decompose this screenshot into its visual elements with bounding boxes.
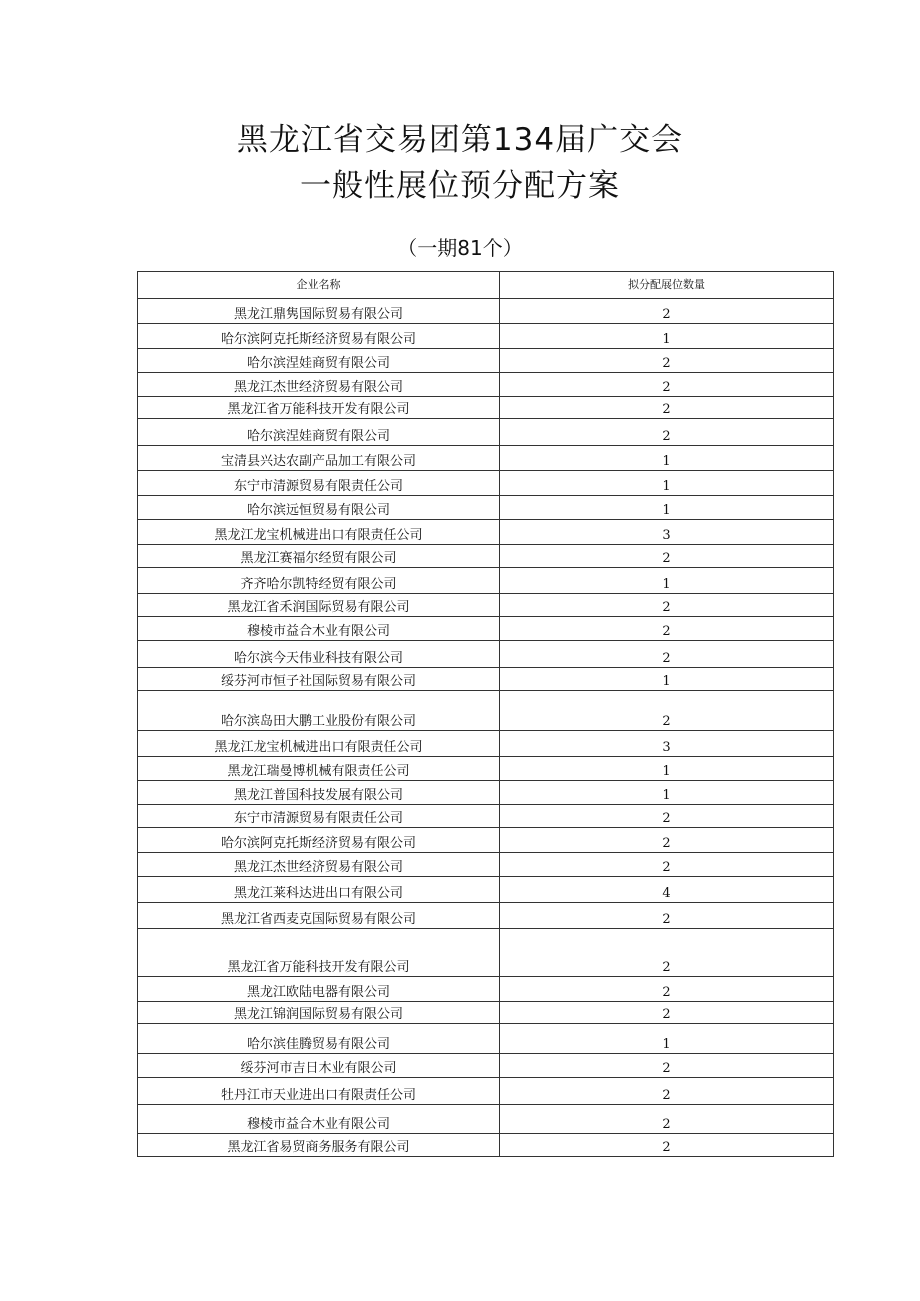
table-row	[138, 617, 834, 641]
table-row	[138, 594, 834, 617]
table-row	[138, 929, 834, 977]
table-row	[138, 781, 834, 805]
table-row	[138, 641, 834, 668]
company-name-cell: 哈尔滨阿克托斯经济贸易有限公司	[138, 324, 500, 349]
table-row	[138, 1105, 834, 1134]
document-subtitle: （一期81个）	[397, 236, 523, 260]
table-row	[138, 691, 834, 731]
booth-count-cell: 1	[500, 781, 834, 805]
booth-count-cell: 1	[500, 757, 834, 781]
company-name-cell: 齐齐哈尔凯特经贸有限公司	[138, 568, 500, 594]
company-name-cell: 黑龙江省万能科技开发有限公司	[138, 397, 500, 419]
company-name-cell: 黑龙江龙宝机械进出口有限责任公司	[138, 520, 500, 545]
booth-count-cell: 3	[500, 520, 834, 545]
table-row	[138, 324, 834, 349]
table-row	[138, 446, 834, 471]
company-name-cell: 哈尔滨涅娃商贸有限公司	[138, 419, 500, 446]
booth-count-cell: 2	[500, 977, 834, 1002]
table-header-row	[138, 272, 834, 299]
table-row	[138, 903, 834, 929]
booth-count-cell: 2	[500, 617, 834, 641]
table-row	[138, 757, 834, 781]
table-row	[138, 545, 834, 568]
company-name-cell: 哈尔滨远恒贸易有限公司	[138, 496, 500, 520]
booth-count-cell: 2	[500, 1002, 834, 1024]
document-title-line2: 一般性展位预分配方案	[300, 168, 620, 204]
booth-count-cell: 4	[500, 877, 834, 903]
company-name-cell: 穆棱市益合木业有限公司	[138, 1105, 500, 1134]
company-name-cell: 哈尔滨佳腾贸易有限公司	[138, 1024, 500, 1054]
booth-count-cell: 2	[500, 641, 834, 668]
booth-count-cell: 1	[500, 1024, 834, 1054]
company-name-cell: 黑龙江锦润国际贸易有限公司	[138, 1002, 500, 1024]
booth-count-cell: 1	[500, 324, 834, 349]
table-row	[138, 1002, 834, 1024]
booth-count-cell: 1	[500, 668, 834, 691]
booth-count-cell: 1	[500, 446, 834, 471]
table-row	[138, 496, 834, 520]
company-name-cell: 黑龙江省易贸商务服务有限公司	[138, 1134, 500, 1157]
booth-count-cell: 3	[500, 731, 834, 757]
table-row	[138, 520, 834, 545]
company-name-cell: 东宁市清源贸易有限责任公司	[138, 471, 500, 496]
booth-count-cell: 2	[500, 397, 834, 419]
company-name-cell: 东宁市清源贸易有限责任公司	[138, 805, 500, 828]
company-name-cell: 哈尔滨岛田大鹏工业股份有限公司	[138, 691, 500, 731]
booth-count-cell: 2	[500, 1134, 834, 1157]
company-name-cell: 黑龙江普国科技发展有限公司	[138, 781, 500, 805]
company-name-cell: 黑龙江瑞曼博机械有限责任公司	[138, 757, 500, 781]
company-name-cell: 黑龙江省禾润国际贸易有限公司	[138, 594, 500, 617]
company-name-cell: 黑龙江欧陆电器有限公司	[138, 977, 500, 1002]
table-row	[138, 1024, 834, 1054]
booth-count-cell: 2	[500, 373, 834, 397]
company-name-cell: 黑龙江杰世经济贸易有限公司	[138, 373, 500, 397]
company-name-cell: 黑龙江省西麦克国际贸易有限公司	[138, 903, 500, 929]
booth-count-cell: 1	[500, 496, 834, 520]
booth-count-cell: 2	[500, 828, 834, 853]
booth-count-cell: 2	[500, 1105, 834, 1134]
table-row	[138, 828, 834, 853]
table-row	[138, 731, 834, 757]
company-name-cell: 黑龙江鼎隽国际贸易有限公司	[138, 299, 500, 324]
table-row	[138, 471, 834, 496]
company-name-cell: 黑龙江龙宝机械进出口有限责任公司	[138, 731, 500, 757]
company-name-cell: 黑龙江莱科达进出口有限公司	[138, 877, 500, 903]
company-name-cell: 黑龙江赛福尔经贸有限公司	[138, 545, 500, 568]
allocation-table	[137, 271, 834, 1157]
table-row	[138, 349, 834, 373]
table-row	[138, 373, 834, 397]
company-name-cell: 绥芬河市恒子社国际贸易有限公司	[138, 668, 500, 691]
booth-count-cell: 2	[500, 419, 834, 446]
table-row	[138, 1054, 834, 1078]
booth-count-cell: 1	[500, 568, 834, 594]
booth-count-cell: 2	[500, 299, 834, 324]
company-name-cell: 绥芬河市吉日木业有限公司	[138, 1054, 500, 1078]
table-row	[138, 299, 834, 324]
booth-count-cell: 2	[500, 349, 834, 373]
company-name-cell: 哈尔滨今天伟业科技有限公司	[138, 641, 500, 668]
company-name-cell: 黑龙江杰世经济贸易有限公司	[138, 853, 500, 877]
booth-count-cell: 2	[500, 853, 834, 877]
table-row	[138, 877, 834, 903]
booth-count-cell: 2	[500, 1054, 834, 1078]
company-name-cell: 黑龙江省万能科技开发有限公司	[138, 929, 500, 977]
table-row	[138, 853, 834, 877]
table-row	[138, 668, 834, 691]
booth-count-cell: 2	[500, 1078, 834, 1105]
table-row	[138, 1078, 834, 1105]
table-body	[138, 299, 834, 1157]
table-row	[138, 397, 834, 419]
table-row	[138, 805, 834, 828]
booth-count-cell: 2	[500, 903, 834, 929]
table-row	[138, 419, 834, 446]
table-row	[138, 568, 834, 594]
company-name-cell: 穆棱市益合木业有限公司	[138, 617, 500, 641]
company-name-cell: 牡丹江市天业进出口有限责任公司	[138, 1078, 500, 1105]
booth-count-cell: 2	[500, 929, 834, 977]
booth-count-cell: 2	[500, 594, 834, 617]
company-name-cell: 哈尔滨阿克托斯经济贸易有限公司	[138, 828, 500, 853]
header-booth-count: 拟分配展位数量	[500, 272, 834, 299]
booth-count-cell: 2	[500, 545, 834, 568]
booth-count-cell: 1	[500, 471, 834, 496]
table-row	[138, 1134, 834, 1157]
table-row	[138, 977, 834, 1002]
booth-count-cell: 2	[500, 805, 834, 828]
document-title-line1: 黑龙江省交易团第134届广交会	[236, 122, 684, 158]
booth-count-cell: 2	[500, 691, 834, 731]
company-name-cell: 宝清县兴达农副产品加工有限公司	[138, 446, 500, 471]
company-name-cell: 哈尔滨涅娃商贸有限公司	[138, 349, 500, 373]
header-company-name: 企业名称	[138, 272, 500, 299]
